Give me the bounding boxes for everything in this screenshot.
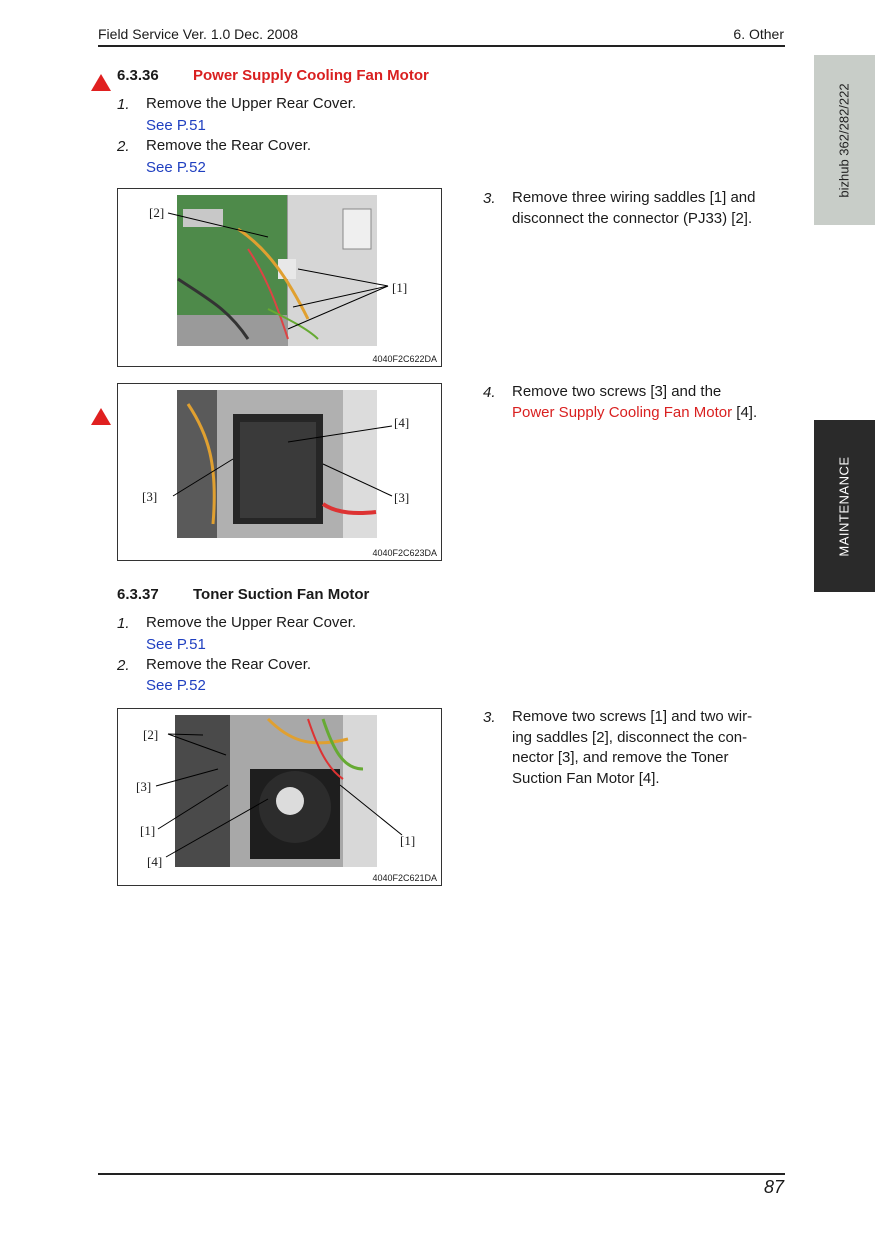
warning-icon [91,408,111,425]
step-text-line: nector [3], and remove the Toner [512,749,729,766]
step-number: 2. [117,657,130,674]
callout-label: [2] [149,205,165,220]
step-number: 2. [117,138,130,155]
figure-1-photo [118,189,441,366]
side-tab-section-label: MAINTENANCE [837,455,852,557]
step-text-line [512,403,757,424]
side-tab-model [814,55,875,225]
figure-id: 4040F2C621DA [372,873,437,883]
step-number: 3. [483,190,496,207]
callout-label: [3] [394,490,410,505]
step-text-line: Remove two screws [3] and the [512,383,722,400]
part-name: Power Supply Cooling Fan Motor [512,404,733,421]
section-number: 6.3.37 [117,586,159,603]
step-number: 1. [117,615,130,632]
side-tab-section [814,420,875,592]
step-number: 4. [483,384,496,401]
page-number: 87 [763,1177,784,1197]
callout-label: [4] [147,854,163,869]
callout-label: [1] [140,823,156,838]
section-title: Power Supply Cooling Fan Motor [193,67,429,84]
figure-3 [117,708,442,886]
step-text-line: ing saddles [2], disconnect the con- [512,729,748,746]
step-number: 1. [117,96,130,113]
callout-label: [4] [394,415,410,430]
step-text: Remove the Rear Cover. [146,656,312,673]
figure-3-photo [118,709,441,885]
warning-icon [91,74,111,91]
page-link[interactable]: See P.52 [146,159,206,176]
callout-label: [1] [392,280,408,295]
figure-1 [117,188,442,367]
header-rule [98,45,785,47]
step-text-tail: [4]. [732,404,758,421]
step-text-line: Suction Fan Motor [4]. [512,770,660,787]
step-text-line: Remove two screws [1] and two wir- [512,708,753,725]
figure-2 [117,383,442,561]
page-link[interactable]: See P.52 [146,677,206,694]
step-number: 3. [483,709,496,726]
callout-label: [3] [142,489,158,504]
step-text: Remove the Rear Cover. [146,137,312,154]
step-text: Remove the Upper Rear Cover. [146,614,357,631]
figure-id: 4040F2C622DA [372,354,437,364]
step-text-line: Remove three wiring saddles [1] and [512,189,756,206]
figure-2-photo [118,384,441,560]
step-text: Remove the Upper Rear Cover. [146,95,357,112]
header-right: 6. Other [733,26,784,42]
callout-label: [2] [143,727,159,742]
callout-label: [1] [400,833,416,848]
step-text-line: disconnect the connector (PJ33) [2]. [512,210,753,227]
footer-rule [98,1173,785,1175]
side-tab-model-label: bizhub 362/282/222 [837,82,852,198]
page-link[interactable]: See P.51 [146,636,206,653]
header-left: Field Service Ver. 1.0 Dec. 2008 [98,26,298,42]
section-title: Toner Suction Fan Motor [193,586,370,603]
callout-label: [3] [136,779,152,794]
figure-id: 4040F2C623DA [372,548,437,558]
section-number: 6.3.36 [117,67,159,84]
page-link[interactable]: See P.51 [146,117,206,134]
